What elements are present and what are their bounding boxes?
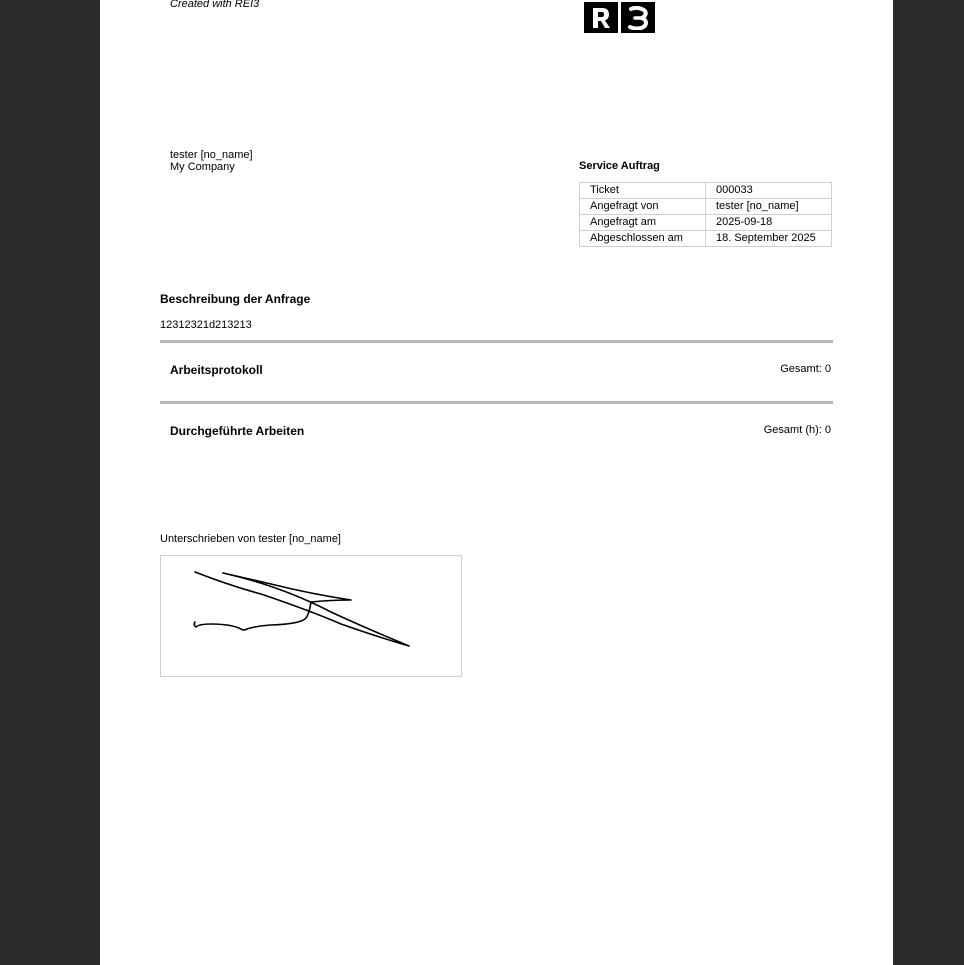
info-label: Angefragt von — [580, 199, 706, 215]
info-label: Ticket — [580, 183, 706, 199]
section-divider — [160, 401, 833, 404]
sender-name: tester [no_name] — [170, 149, 253, 161]
info-value: tester [no_name] — [706, 199, 832, 215]
document-page — [100, 0, 893, 965]
sender-address — [170, 149, 253, 173]
logo-letter-3 — [621, 2, 655, 33]
description-heading: Beschreibung der Anfrage — [160, 292, 311, 306]
info-value: 2025-09-18 — [706, 215, 832, 231]
rei3-logo-icon — [584, 2, 655, 33]
info-row-ticket — [580, 183, 832, 199]
info-label: Angefragt am — [580, 215, 706, 231]
logo-letter-r — [584, 2, 618, 33]
work-done-total: Gesamt (h): 0 — [763, 424, 831, 436]
work-done-heading: Durchgeführte Arbeiten — [170, 424, 305, 438]
description-text: 12312321d213213 — [160, 319, 252, 331]
info-value: 18. September 2025 — [706, 231, 832, 247]
signature-scribble — [161, 556, 461, 676]
signed-by-label: Unterschrieben von tester [no_name] — [160, 533, 341, 545]
work-log-total: Gesamt: 0 — [780, 363, 831, 375]
service-info-table — [579, 182, 832, 247]
service-title: Service Auftrag — [579, 160, 660, 172]
created-with-text: Created with REI3 — [170, 0, 260, 10]
signature-box — [160, 555, 462, 677]
info-value: 000033 — [706, 183, 832, 199]
section-divider — [160, 340, 833, 343]
info-row-completed-on — [580, 231, 832, 247]
work-log-heading: Arbeitsprotokoll — [170, 363, 263, 377]
sender-company: My Company — [170, 161, 235, 173]
info-label: Abgeschlossen am — [580, 231, 706, 247]
info-row-requested-on — [580, 215, 832, 231]
info-row-requested-by — [580, 199, 832, 215]
